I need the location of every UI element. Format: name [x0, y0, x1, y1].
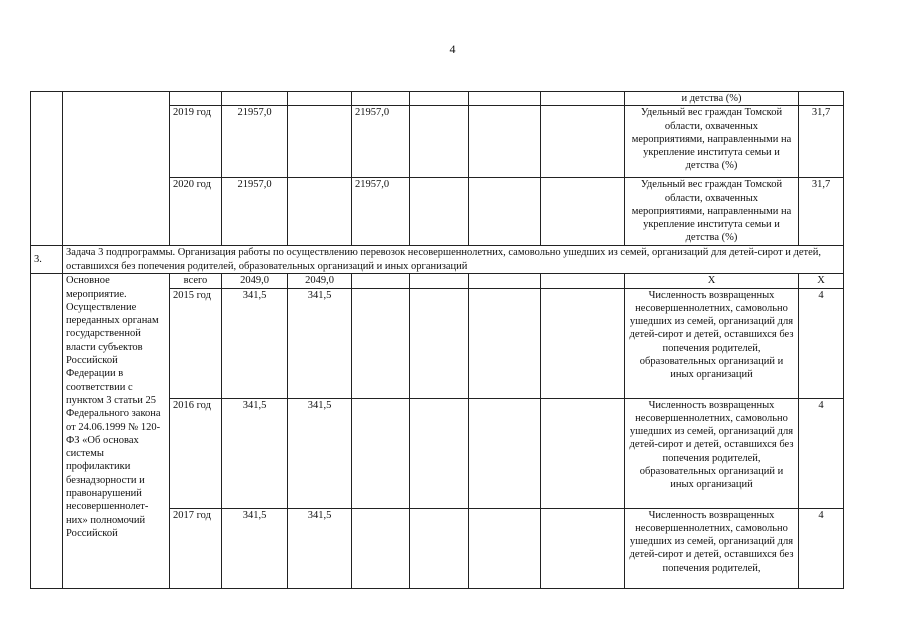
year-cell: 2015 год	[170, 288, 222, 398]
value-cell: 31,7	[799, 106, 844, 178]
year-cell: 2016 год	[170, 398, 222, 508]
name-cell	[63, 92, 170, 246]
year-cell: 2017 год	[170, 508, 222, 588]
total-cell: 21957,0	[222, 178, 288, 246]
indicator-cell: Численность возвращенных несовершеннолетних, самовольно ушедших из семей, организаций для детей-сирот и детей, оставшихся без попечения родителей, образовательных организаций и иных организаций	[625, 288, 799, 398]
indicator-cell: Удельный вес граждан Томской области, охваченных мероприятиями, направленными на укрепление института семьи и детства (%)	[625, 178, 799, 246]
fed-cell: 341,5	[288, 288, 352, 398]
num-cell	[31, 92, 63, 246]
reg-cell: 21957,0	[352, 106, 410, 178]
year-cell	[170, 92, 222, 106]
task-row	[31, 246, 844, 274]
num-cell	[31, 274, 63, 588]
activity-name: Основное мероприятие. Осуществление переданных органам государственной власти субъектов Российской Федерации в соответствии с пунктом 3 статьи 25 Федерального закона от 24.06.1999 № 120-ФЗ «Об основах системы профилактики безнадзорности и правонарушений несовершеннолет-них» полномочий Российской	[63, 274, 170, 588]
value-cell: 31,7	[799, 178, 844, 246]
value-cell: Х	[799, 274, 844, 288]
fed-cell: 341,5	[288, 508, 352, 588]
total-cell: 21957,0	[222, 106, 288, 178]
indicator-cell: Численность возвращенных несовершеннолетних, самовольно ушедших из семей, организаций для детей-сирот и детей, оставшихся без попечения родителей,	[625, 508, 799, 588]
total-cell: 341,5	[222, 508, 288, 588]
value-cell: 4	[799, 398, 844, 508]
reg-cell: 21957,0	[352, 178, 410, 246]
fed-cell	[288, 178, 352, 246]
page-number: 4	[449, 42, 456, 56]
program-table	[30, 91, 844, 589]
total-cell: 341,5	[222, 398, 288, 508]
total-cell	[222, 92, 288, 106]
value-cell: 4	[799, 508, 844, 588]
value-cell: 4	[799, 288, 844, 398]
fed-cell	[288, 92, 352, 106]
indicator-cell: и детства (%)	[625, 92, 799, 106]
year-cell: 2019 год	[170, 106, 222, 178]
fed-cell: 341,5	[288, 398, 352, 508]
value-cell	[799, 92, 844, 106]
indicator-cell: Численность возвращенных несовершеннолетних, самовольно ушедших из семей, организаций для детей-сирот и детей, оставшихся без попечения родителей, образовательных организаций и иных организаций	[625, 398, 799, 508]
fed-cell	[288, 106, 352, 178]
indicator-cell: Удельный вес граждан Томской области, охваченных мероприятиями, направленными на укрепление института семьи и детства (%)	[625, 106, 799, 178]
table-row	[31, 274, 844, 288]
indicator-cell: Х	[625, 274, 799, 288]
fed-cell: 2049,0	[288, 274, 352, 288]
total-cell: 2049,0	[222, 274, 288, 288]
reg-cell	[352, 92, 410, 106]
task-number: 3.	[31, 246, 63, 274]
table-row	[31, 92, 844, 106]
year-cell: всего	[170, 274, 222, 288]
total-cell: 341,5	[222, 288, 288, 398]
task-text: Задача 3 подпрограммы. Организация работы по осуществлению перевозок несовершеннолетних, самовольно ушедших из семей, организаций для детей-сирот и детей, оставшихся без попечения родителей, образовательных организаций и иных организаций	[63, 246, 844, 274]
year-cell: 2020 год	[170, 178, 222, 246]
